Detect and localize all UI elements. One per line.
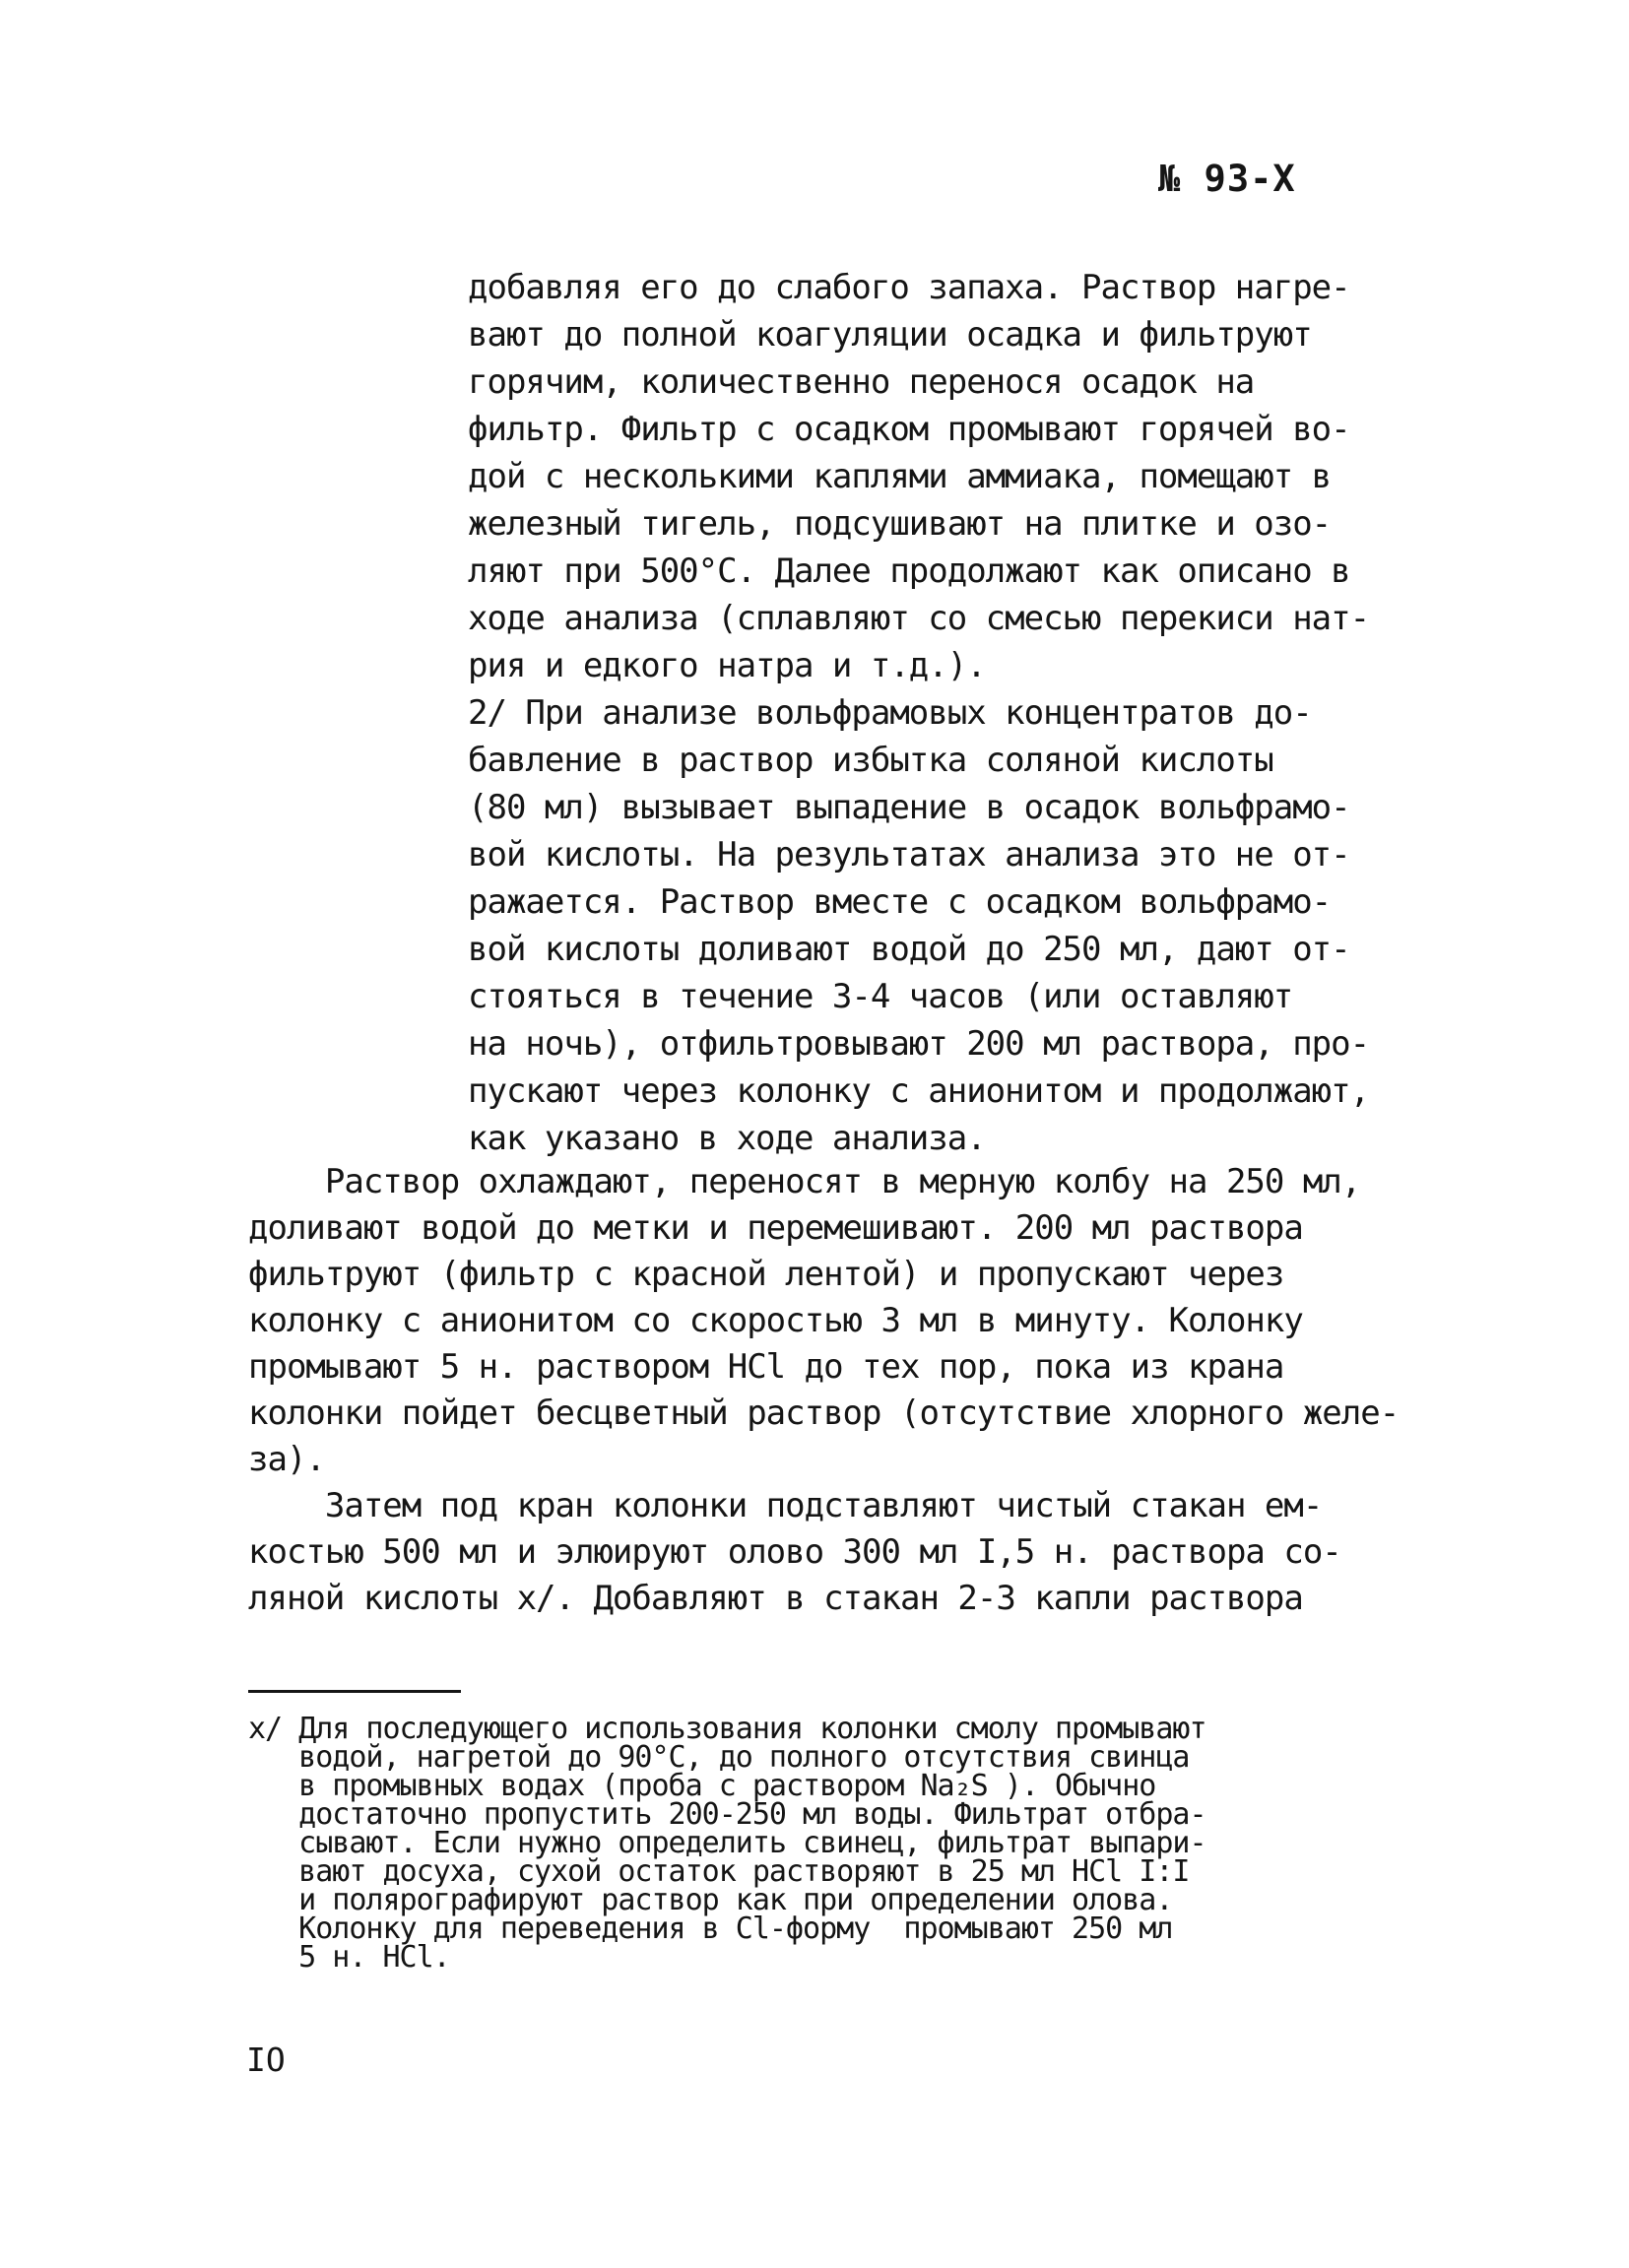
text-line: как указано в ходе анализа.: [468, 1119, 986, 1158]
text-line: фильтруют (фильтр с красной лентой) и пропускают через: [248, 1255, 1284, 1294]
text-line: пускают через колонку с анионитом и продолжают,: [468, 1071, 1370, 1111]
footnote-line: Колонку для переведения в Cl-форму промывают 250 мл: [248, 1912, 1173, 1946]
text-line: дой с несколькими каплями аммиака, помещают в: [468, 457, 1332, 496]
text-line: ляют при 500°С. Далее продолжают как описано в: [468, 551, 1350, 591]
text-line: доливают водой до метки и перемешивают. 200 мл раствора: [248, 1208, 1303, 1248]
footnote-line: 5 н. HCl.: [248, 1940, 450, 1975]
text-line: 2/ При анализе вольфрамовых концентратов до-: [468, 693, 1312, 733]
indented-paragraph: [468, 264, 1369, 1162]
footnote: [248, 1712, 1206, 1975]
footnote-line: достаточно пропустить 200-250 мл воды. Фильтрат отбра-: [248, 1797, 1206, 1832]
main-paragraphs: [248, 1159, 1399, 1622]
text-line: вой кислоты доливают водой до 250 мл, дают от-: [468, 930, 1350, 969]
text-line: костью 500 мл и элюируют олово 300 мл I,5 н. раствора со-: [248, 1532, 1341, 1572]
text-line: Затем под кран колонки подставляют чистый стакан ем-: [248, 1486, 1323, 1525]
text-line: рия и едкого натра и т.д.).: [468, 646, 986, 685]
text-line: за).: [248, 1440, 325, 1479]
text-line: Раствор охлаждают, переносят в мерную колбу на 250 мл,: [248, 1162, 1361, 1201]
footnote-line: вают досуха, сухой остаток растворяют в 25 мл HCl I:I: [248, 1854, 1190, 1889]
text-line: фильтр. Фильтр с осадком промывают горячей во-: [468, 410, 1350, 449]
text-line: железный тигель, подсушивают на плитке и озо-: [468, 504, 1332, 544]
text-line: ходе анализа (сплавляют со смесью перекиси нат-: [468, 599, 1370, 638]
text-line: колонки пойдет бесцветный раствор (отсутствие хлорного желе-: [248, 1393, 1400, 1433]
text-line: вают до полной коагуляции осадка и фильтруют: [468, 315, 1312, 355]
text-line: вой кислоты. На результатах анализа это не от-: [468, 835, 1350, 875]
text-line: колонку с анионитом со скоростью 3 мл в минуту. Колонку: [248, 1301, 1303, 1340]
text-line: промывают 5 н. раствором HCl до тех пор, пока из крана: [248, 1347, 1284, 1387]
page-number: IO: [246, 2041, 286, 2079]
footnote-line: сывают. Если нужно определить свинец, фильтрат выпари-: [248, 1826, 1206, 1860]
footnote-divider: [248, 1690, 461, 1693]
footnote-line: и полярографируют раствор как при определении олова.: [248, 1883, 1173, 1917]
text-line: (80 мл) вызывает выпадение в осадок вольфрамо-: [468, 788, 1350, 827]
document-number: № 93-Х: [1158, 158, 1296, 200]
footnote-line: х/ Для последующего использования колонки смолу промывают: [248, 1712, 1206, 1746]
text-line: горячим, количественно перенося осадок на: [468, 362, 1255, 402]
text-line: добавляя его до слабого запаха. Раствор нагре-: [468, 268, 1350, 307]
text-line: бавление в раствор избытка соляной кислоты: [468, 741, 1273, 780]
text-line: ляной кислоты х/. Добавляют в стакан 2-3 капли раствора: [248, 1579, 1303, 1618]
text-line: на ночь), отфильтровывают 200 мл раствора, про-: [468, 1024, 1370, 1064]
text-line: стояться в течение 3-4 часов (или оставляют: [468, 977, 1293, 1016]
footnote-line: в промывных водах (проба с раствором Na₂S ). Обычно: [248, 1769, 1156, 1803]
text-line: ражается. Раствор вместе с осадком вольфрамо-: [468, 882, 1332, 922]
footnote-line: водой, нагретой до 90°С, до полного отсутствия свинца: [248, 1740, 1190, 1775]
